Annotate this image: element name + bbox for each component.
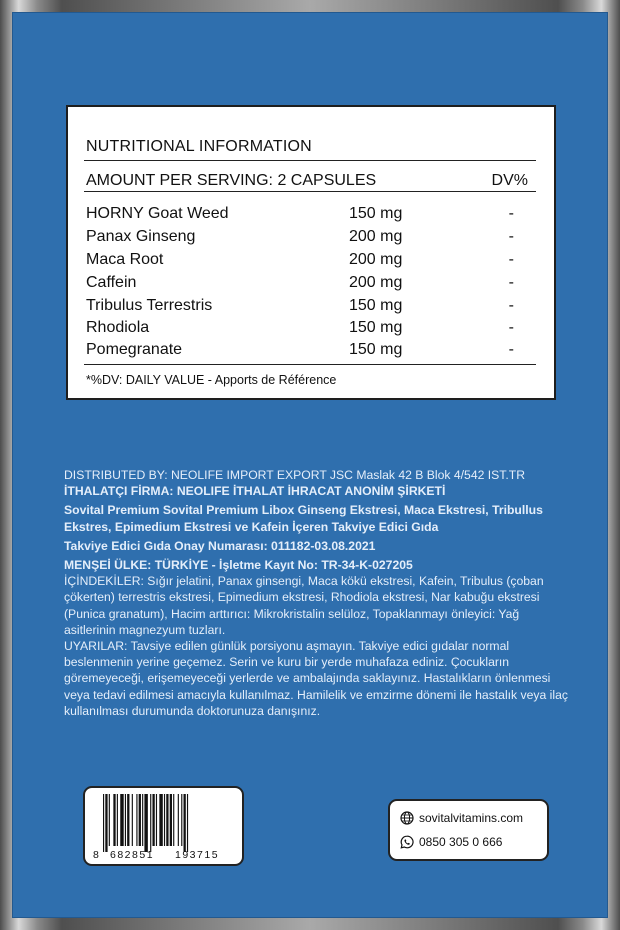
barcode-bar — [159, 794, 162, 846]
nutrient-dv: - — [508, 251, 514, 268]
nutrient-amount: 200 mg — [349, 228, 403, 245]
label-panel — [12, 12, 608, 918]
warnings-text: UYARILAR: Tavsiye edilen günlük porsiyonu aşmayın. Takviye edici gıdalar normal beslenmenin yerine geçemez. Serin ve kuru bir yerde muhafaza ediniz. Çocukların göremeyeceği, erişemeyeceği yerlerde ve ambalajında saklayınız. Hastalıkların önlenmesi veya tedavi edilmesi amacıyla kullanılmaz. Hamilelik ve emzirme dönemi ile hastalık veya ilaç kullanılması durumunda doktorunuza danışınız. — [64, 639, 568, 718]
nutrient-name: Tribulus Terrestris — [86, 297, 213, 314]
nutrient-amount: 150 mg — [349, 205, 403, 222]
nutrient-amount: 150 mg — [349, 319, 403, 336]
ingredients-text: İÇİNDEKİLER: Sığır jelatini, Panax ginsengi, Maca kökü ekstresi, Kafein, Tribulus (çoban çökerten) terrestris ekstresi, Epimedium ekstresi, Rhodiola ekstresi, Nar kabuğu ekstresi (Punica granatum), Hacim arttırıcı: Mikrokristalin selüloz, Topaklanmayı önleyici: Yağ asitlerinin magnezyum tuzları. — [64, 574, 544, 637]
nutrient-dv: - — [508, 319, 514, 336]
serving-size: AMOUNT PER SERVING: 2 CAPSULES — [86, 172, 377, 189]
phone-number[interactable]: 0850 305 0 666 — [419, 835, 503, 849]
barcode-bar — [178, 794, 179, 846]
nutrition-table — [66, 105, 556, 400]
barcode-box — [83, 786, 244, 866]
nutrient-row — [86, 319, 536, 341]
approval-number: Takviye Edici Gıda Onay Numarası: 011182-03.08.2021 — [64, 538, 376, 553]
nutrient-amount: 200 mg — [349, 251, 403, 268]
barcode-bar — [105, 794, 107, 852]
nutrient-amount: 150 mg — [349, 341, 403, 358]
barcode-bar — [150, 794, 151, 852]
nutrient-name: Pomegranate — [86, 341, 183, 358]
barcode-digit: 8 — [93, 849, 99, 861]
nutrient-dv: - — [508, 274, 514, 291]
nutrient-name: Maca Root — [86, 251, 164, 268]
website-link[interactable]: sovitalvitamins.com — [419, 811, 524, 825]
nutrient-row — [86, 274, 536, 296]
nutrient-dv: - — [508, 341, 514, 358]
nutrient-name: Rhodiola — [86, 319, 150, 336]
barcode-bar — [152, 794, 154, 846]
divider — [84, 160, 536, 161]
barcode-bar — [181, 794, 182, 846]
distributor-line: DISTRIBUTED BY: NEOLIFE IMPORT EXPORT JSC Maslak 42 B Blok 4/542 IST.TR — [64, 468, 526, 482]
barcode — [85, 788, 242, 864]
globe-icon — [400, 811, 414, 825]
barcode-bar — [187, 794, 188, 852]
nutrient-amount: 200 mg — [349, 274, 403, 291]
nutrient-dv: - — [508, 205, 514, 222]
barcode-bar — [164, 794, 165, 846]
origin-line: MENŞEİ ÜLKE: TÜRKİYE - İşletme Kayıt No: TR-34-K-027205 — [64, 558, 413, 573]
nutrient-dv: - — [508, 228, 514, 245]
barcode-bar — [184, 794, 186, 852]
importer-line: İTHALATÇI FİRMA: NEOLIFE İTHALAT İHRACAT ANONİM ŞİRKETİ — [64, 484, 446, 499]
nutrient-dv: - — [508, 297, 514, 314]
nutrition-title: NUTRITIONAL INFORMATION — [86, 138, 312, 155]
divider — [84, 191, 536, 192]
nutrient-name: Panax Ginseng — [86, 228, 196, 245]
product-description: Sovital Premium Sovital Premium Libox Ginseng Ekstresi, Maca Ekstresi, Tribullus Ekstres, Epimedium Ekstresi ve Kafein İçeren Takviye Edici Gıda — [64, 503, 543, 534]
nutrient-name: Caffein — [86, 274, 137, 291]
website-row[interactable] — [400, 811, 523, 825]
nutrient-name: HORNY Goat Weed — [86, 205, 229, 222]
barcode-bar — [125, 794, 126, 846]
barcode-bar — [132, 794, 133, 846]
nutrient-row — [86, 205, 536, 227]
nutrient-row — [86, 297, 536, 319]
product-info-text — [64, 467, 569, 719]
barcode-bar — [113, 794, 115, 846]
dv-footnote: *%DV: DAILY VALUE - Apports de Référence — [86, 373, 337, 387]
barcode-bar — [139, 794, 141, 846]
barcode-bar — [144, 794, 147, 852]
barcode-digits-left: 682851 — [110, 849, 155, 861]
phone-row[interactable] — [400, 835, 502, 849]
barcode-bar — [136, 794, 137, 846]
barcode-digits-right: 193715 — [175, 849, 220, 861]
nutrient-amount: 150 mg — [349, 297, 403, 314]
barcode-bar — [142, 794, 143, 846]
nutrient-row — [86, 251, 536, 273]
barcode-bar — [109, 794, 110, 846]
barcode-bar — [120, 794, 123, 846]
nutrient-row — [86, 228, 536, 250]
barcode-bar — [127, 794, 129, 846]
barcode-bar — [166, 794, 168, 846]
divider — [84, 364, 536, 365]
barcode-bar — [173, 794, 174, 846]
contact-box — [388, 799, 549, 861]
whatsapp-icon — [400, 835, 414, 849]
barcode-bar — [117, 794, 118, 846]
nutrient-row — [86, 341, 536, 363]
barcode-bar — [156, 794, 157, 846]
barcode-bar — [103, 794, 104, 852]
barcode-bar — [170, 794, 172, 846]
dv-header: DV% — [491, 172, 528, 189]
